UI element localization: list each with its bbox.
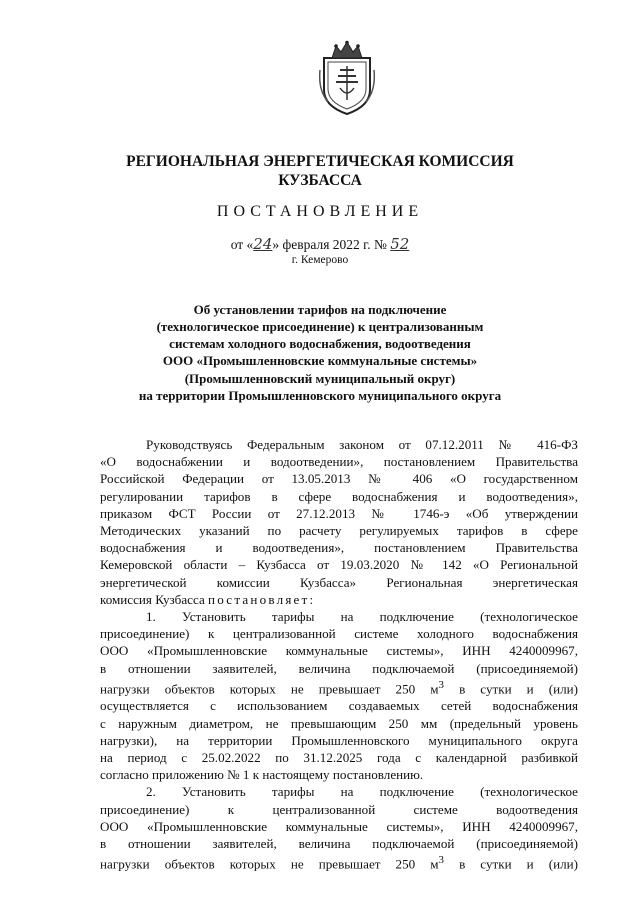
item2-line: в отношении заявителей, величина подключаемой (присоединяемой) [100,836,578,852]
body-line [100,591,578,608]
item1-line: осуществляется с использованием создаваемых сетей водоснабжения [100,698,578,714]
item1-load-line [100,677,578,698]
date-prefix: от « [230,237,254,252]
body-line: Руководствуясь Федеральным законом от 07.12.2011 № 416-ФЗ [146,437,578,452]
title-line: на территории Промышленновского муниципального округа [138,388,502,403]
date-line [0,235,640,253]
document-number-handwritten: 52 [390,235,410,253]
org-name-line1: РЕГИОНАЛЬНАЯ ЭНЕРГЕТИЧЕСКАЯ КОМИССИЯ [126,153,514,170]
body-line: Кемеровской области – Кузбасса от 19.03.2020 № 142 «О Региональной [100,557,578,573]
body-text-fragment: в сутки и (или) [444,681,578,697]
body-line: Методических указаний по расчету регулируемых тарифов в сфере [100,523,578,539]
body-line: регулировании тарифов в сфере водоснабжения и водоотведения», [100,488,578,504]
item2-line: присоединение) к централизованной системе водоотведения [100,801,578,817]
date-day-handwritten: 24 [253,235,273,253]
cubic-superscript: 3 [438,678,444,691]
resolves-word: постановляет: [208,591,316,607]
body-line: Российской Федерации от 13.05.2013 № 406 «О государственном [100,471,578,487]
item1-line: на период с 25.02.2022 по 31.12.2025 года с календарной разбивкой [100,750,578,766]
title-line: (технологическое присоединение) к централизованным [156,319,484,334]
title-line: Об установлении тарифов на подключение [193,302,447,317]
body-text-fragment: нагрузки объектов которых не превышает 250 м [100,681,439,697]
item1-line: согласно приложению № 1 к настоящему постановлению. [100,767,424,783]
item2-load-line [100,852,578,873]
item1-line: присоединение) к централизованной системе холодного водоснабжения [100,626,578,642]
item2-line: ООО «Промышленновские коммунальные системы», ИНН 4240009967, [100,818,578,834]
item1-line: нагрузки), на территории Промышленновского муниципального округа [100,732,578,748]
title-line: системам холодного водоснабжения, водоотведения [169,336,471,351]
document-type: ПОСТАНОВЛЕНИЕ [216,203,424,220]
body-text-fragment: комиссия Кузбасса [100,591,209,607]
item2-line: 2. Установить тарифы на подключение (технологическое [146,784,578,800]
body-line: «О водоснабжении и водоотведении», постановлением Правительства [100,454,578,470]
item1-line: ООО «Промышленновские коммунальные системы», ИНН 4240009967, [100,643,578,659]
date-suffix: » февраля 2022 г. № [272,237,387,252]
body-line: водоснабжения и водоотведения», постановлением Правительства [100,540,578,556]
body-line: энергетической комиссии Кузбасса» Региональная энергетическая [100,574,578,590]
item1-line: в отношении заявителей, величина подключаемой (присоединяемой) [100,660,578,676]
body-line: приказом ФСТ России от 27.12.2013 № 1746-э «Об утверждении [100,505,578,521]
body-text-fragment: в сутки и (или) [444,856,578,872]
org-name-line2: КУЗБАССА [278,172,362,189]
cubic-superscript: 3 [438,854,444,867]
kuzbass-coat-of-arms-icon [318,40,376,116]
city: г. Кемерово [291,254,349,266]
document-body [100,436,578,873]
item1-line: 1. Установить тарифы на подключение (технологическое [146,609,578,625]
title-line: (Промышленновский муниципальный округ) [184,371,456,386]
title-line: ООО «Промышленновские коммунальные системы» [162,353,478,368]
body-text-fragment: нагрузки объектов которых не превышает 250 м [100,856,439,872]
item1-line: с наружным диаметром, не превышающим 250 мм (предельный уровень [100,715,578,731]
